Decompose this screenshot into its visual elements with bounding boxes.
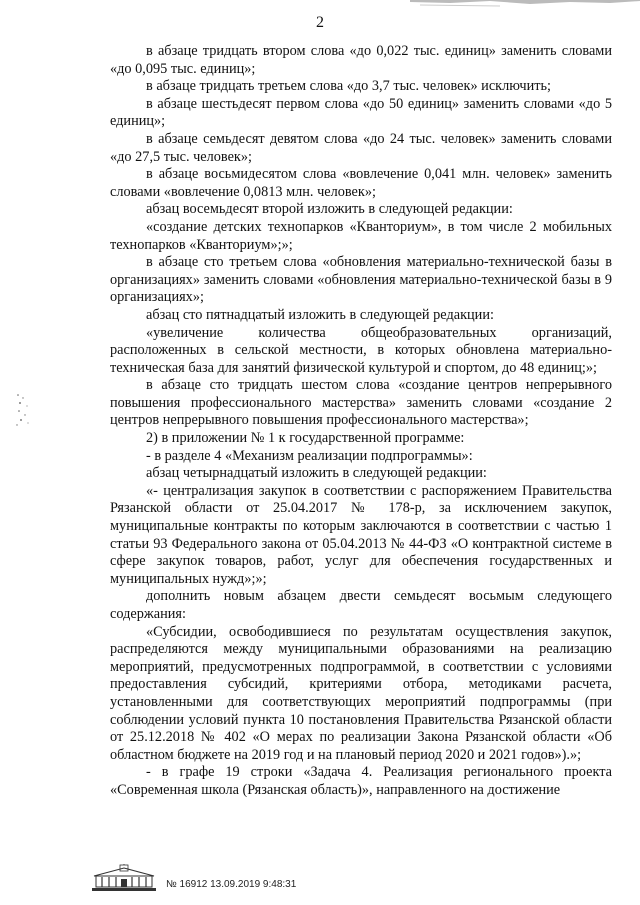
- scan-edge-noise: [410, 0, 640, 8]
- paragraph: в абзаце сто тридцать шестом слова «создание центров непрерывного повышения профессионального мастерства» заменить словами «создание 2 центров непрерывного повышения профессионального мастерства»;: [110, 377, 612, 429]
- paragraph: в абзаце тридцать третьем слова «до 3,7 тыс. человек» исключить;: [146, 78, 551, 95]
- paragraph: в абзаце семьдесят девятом слова «до 24 тыс. человек» заменить словами «до 27,5 тыс. человек»;: [110, 130, 612, 165]
- paragraph: - в графе 19 строки «Задача 4. Реализация регионального проекта «Современная школа (Рязанская область)», направленного на достижение: [110, 764, 612, 798]
- paragraph: 2) в приложении № 1 к государственной программе:: [146, 430, 465, 447]
- page-number: 2: [316, 14, 324, 31]
- document-body: [110, 43, 612, 800]
- paragraph: абзац четырнадцатый изложить в следующей редакции:: [146, 465, 487, 482]
- document-footer: [90, 862, 296, 892]
- registration-stamp: № 16912 13.09.2019 9:48:31: [166, 879, 297, 890]
- scan-noise-marks: [14, 392, 34, 428]
- paragraph: абзац сто пятнадцатый изложить в следующей редакции:: [146, 306, 494, 323]
- paragraph: в абзаце тридцать втором слова «до 0,022 тыс. единиц» заменить словами «до 0,095 тыс. единиц»;: [110, 43, 612, 77]
- paragraph: «увеличение количества общеобразовательных организаций, расположенных в сельской местности, в которых обновлена материально-техническая база для занятий физической культурой и спортом, до 48 единиц;»;: [110, 324, 612, 376]
- paragraph: - в разделе 4 «Механизм реализации подпрограммы»:: [146, 447, 473, 464]
- paragraph: «Субсидии, освободившиеся по результатам осуществления закупок, распределяются между муниципальными образованиями на реализацию мероприятий, предусмотренных подпрограммой, в соответствии с условиями предоставления субсидий, критериями отбора, методиками расчета, установленными для соответствующих мероприятий подпрограммы (при соблюдении условий пункта 10 постановления Правительства Рязанской области от 25.12.2018 № 402 «О мерах по реализации Закона Рязанской области «Об областном бюджете на 2019 год и на плановый период 2020 и 2021 годов»).»;: [110, 623, 612, 763]
- paragraph: «- централизация закупок в соответствии с распоряжением Правительства Рязанской области от 25.04.2017 № 178-р, за исключением закупок, муниципальные контракты по которым заключаются в соответствии с частью 1 статьи 93 Федерального закона от 05.04.2013 № 44-ФЗ «О контрактной системе в сфере закупок товаров, работ, услуг для обеспечения государственных и муниципальных нужд»;»;: [110, 482, 612, 587]
- paragraph: дополнить новым абзацем двести семьдесят восьмым следующего содержания:: [110, 588, 612, 622]
- paragraph: абзац восемьдесят второй изложить в следующей редакции:: [146, 201, 513, 218]
- government-building-icon: [90, 864, 158, 892]
- paragraph: «создание детских технопарков «Кванториум», в том числе 2 мобильных технопарков «Кванториум»;»;: [110, 218, 612, 253]
- paragraph: в абзаце сто третьем слова «обновления материально-технической базы в организациях» заменить словами «обновления материально-технической базы в 9 организациях»;: [110, 254, 612, 306]
- paragraph: в абзаце шестьдесят первом слова «до 50 единиц» заменить словами «до 5 единиц»;: [110, 95, 612, 130]
- paragraph: в абзаце восьмидесятом слова «вовлечение 0,041 млн. человек» заменить словами «вовлечение 0,0813 млн. человек»;: [110, 166, 612, 200]
